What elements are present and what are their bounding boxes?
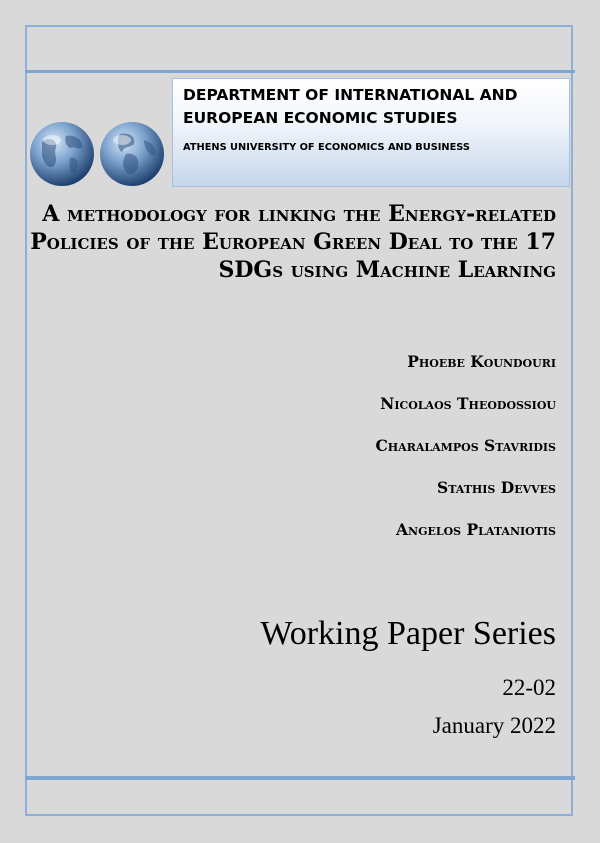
author-name: Nicolaos Theodossiou — [380, 394, 556, 413]
department-name: DEPARTMENT OF INTERNATIONAL AND EUROPEAN ECONOMIC STUDIES — [183, 86, 518, 127]
publication-date: January 2022 — [432, 713, 556, 738]
university-name: ATHENS UNIVERSITY OF ECONOMICS AND BUSINESS — [183, 142, 470, 153]
author-name: Stathis Devves — [437, 478, 556, 497]
bottom-rule — [25, 776, 575, 780]
author-list — [375, 352, 556, 562]
paper-number: 22-02 — [502, 675, 556, 700]
series-name: Working Paper Series — [260, 615, 556, 652]
author-name: Charalampos Stavridis — [375, 436, 556, 455]
globe-right — [100, 122, 164, 186]
top-rule — [25, 70, 575, 73]
twin-globes-icon — [28, 120, 168, 190]
author-name: Phoebe Koundouri — [407, 352, 556, 371]
paper-title: A methodology for linking the Energy-related Policies of the European Green Deal to the 17 SDGs using Machine Learning — [30, 201, 556, 283]
author-name: Angelos Plataniotis — [395, 520, 556, 539]
globe-left — [30, 122, 94, 186]
department-header — [172, 78, 570, 187]
